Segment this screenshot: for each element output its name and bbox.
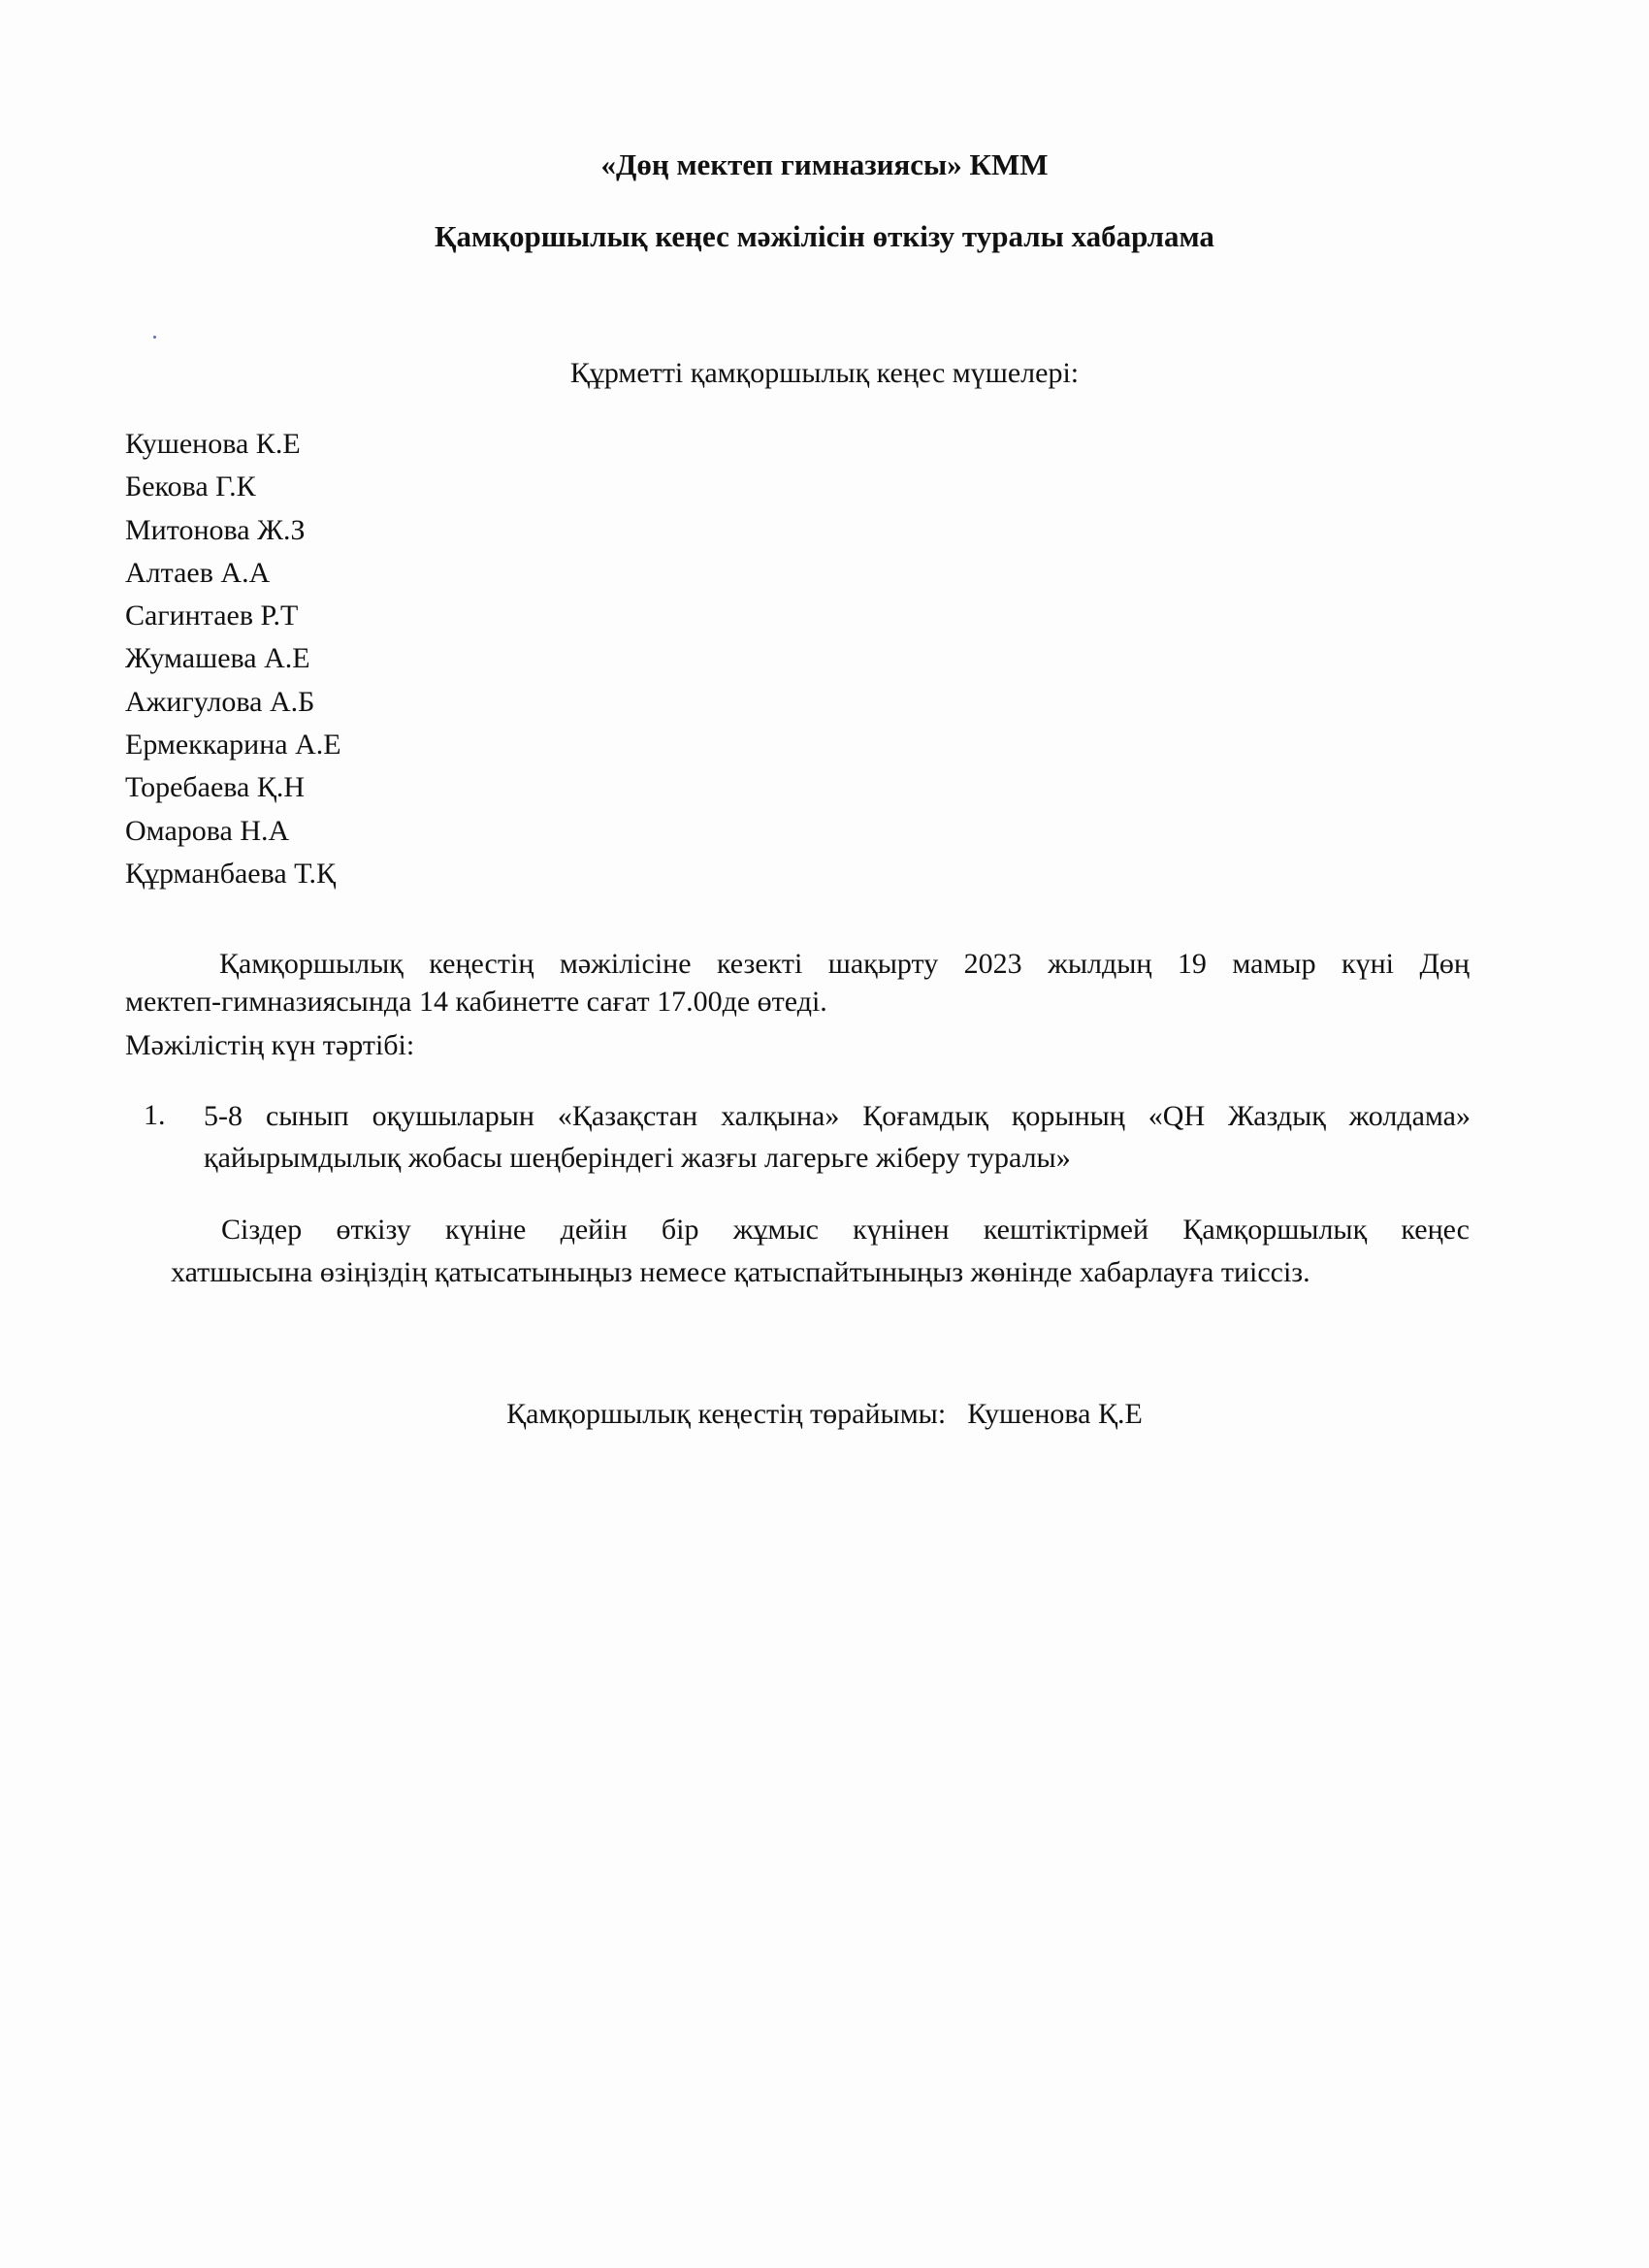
signature-block	[0, 1397, 1649, 1432]
member-name: Ажигулова А.Б	[125, 685, 315, 718]
member-name: Митонова Ж.З	[125, 513, 306, 546]
member-name: Торебаева Қ.Н	[125, 771, 306, 804]
agenda-item-line-1: 5-8 сынып оқушыларын «Қазақстан халқына» Қоғамдық қорының «QH Жаздық жолдама»	[204, 1100, 1471, 1132]
notice-title: Қамқоршылық кеңес мәжілісін өткізу туралы хабарлама	[435, 219, 1214, 253]
member-name: Кушенова К.Е	[125, 428, 301, 460]
member-name: Жумашева А.Е	[125, 642, 310, 675]
scan-speck	[153, 336, 156, 339]
agenda-heading: Мәжілістің күн тәртібі:	[125, 1029, 415, 1061]
member-name: Бекова Г.К	[125, 470, 256, 503]
agenda-item-number: 1.	[144, 1099, 166, 1131]
signature-name: Кушенова Қ.Е	[967, 1398, 1143, 1430]
member-name: Ермеккарина А.Е	[125, 729, 341, 761]
school-name-heading: «Дөң мектеп гимназиясы» КММ	[600, 147, 1049, 181]
signature-role: Қамқоршылық кеңестің төрайымы:	[506, 1398, 947, 1430]
salutation: Құрметті қамқоршылық кеңес мүшелері:	[569, 357, 1080, 389]
meeting-invitation-line-2: мектеп-гимназиясында 14 кабинетте сағат 17.00де өтеді.	[125, 986, 827, 1018]
member-name: Алтаев А.А	[125, 556, 271, 589]
attendance-request-line-1: Сіздер өткізу күніне дейін бір жұмыс күнінен кештіктірмей Қамқоршылық кеңес	[221, 1214, 1470, 1246]
agenda-item-line-2: қайырымдылық жобасы шеңберіндегі жазғы лагерьге жіберу туралы»	[204, 1142, 1071, 1174]
attendance-request-line-2: хатшысына өзіңіздің қатысатыныңыз немесе қатыспайтыныңыз жөнінде хабарлауға тиіссіз.	[171, 1256, 1310, 1288]
member-list	[125, 423, 341, 895]
member-name: Омарова Н.А	[125, 814, 290, 847]
member-name: Сагинтаев Р.Т	[125, 599, 299, 632]
member-name: Құрманбаева Т.Қ	[125, 857, 337, 890]
meeting-invitation-line-1: Қамқоршылық кеңестің мәжілісіне кезекті шақырту 2023 жылдың 19 мамыр күні Дөң	[219, 948, 1470, 980]
